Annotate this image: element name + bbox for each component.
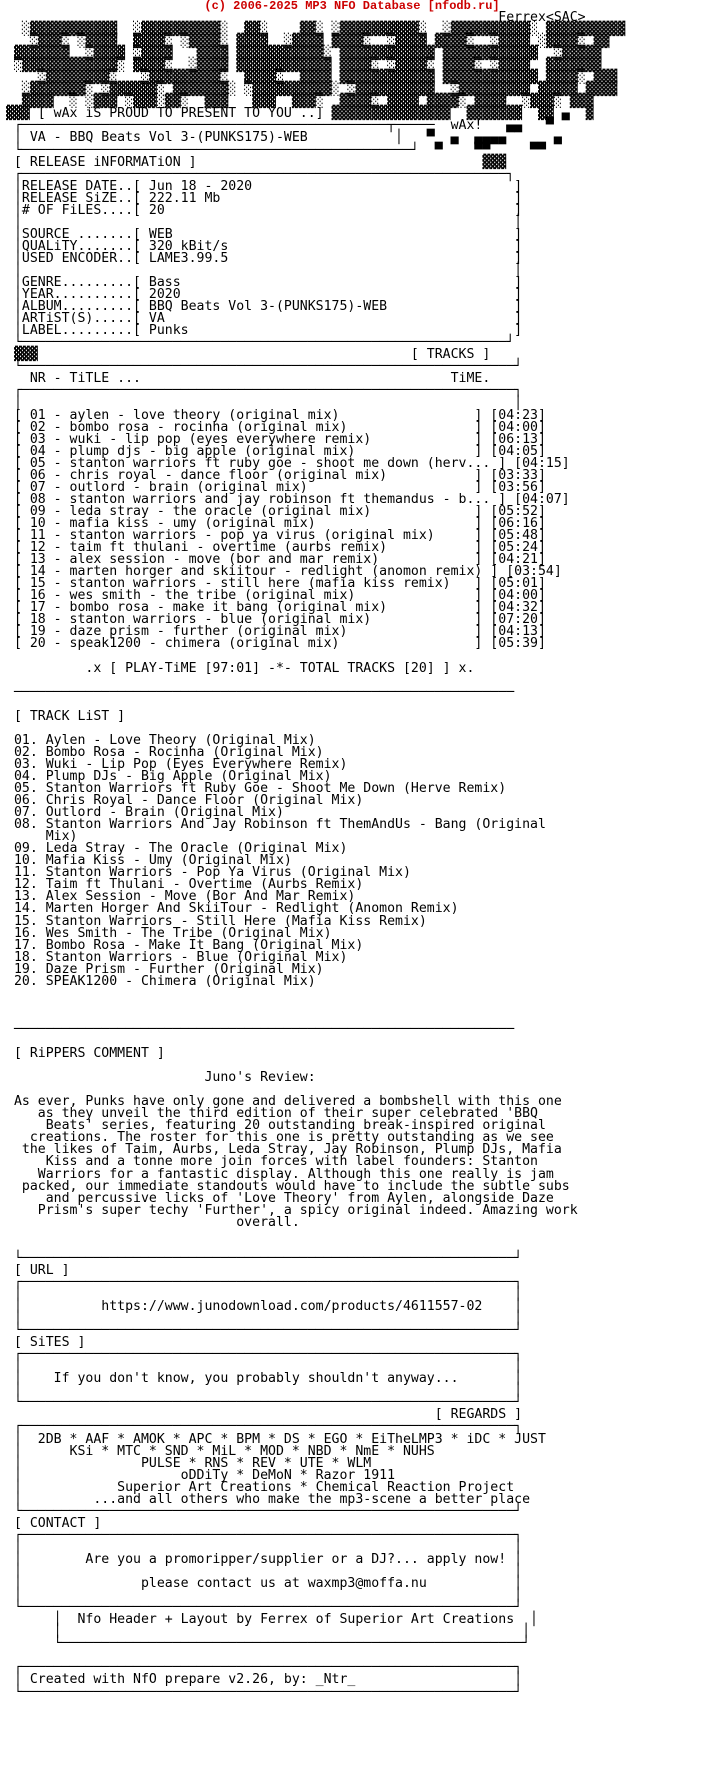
nfo-line: │ Created with NfO prepare v2.26, by: _Ntr_ │ (6, 1672, 523, 1688)
nfo-line: 11. Stanton Warriors - Pop Ya Virus (Original Mix) (6, 865, 411, 881)
nfo-line: [ 13 - alex session - move (bor and mar remix) ] [04:21] (6, 552, 546, 568)
nfo-line: │ please contact us at waxmp3@moffa.nu │ (6, 1576, 523, 1592)
nfo-line: [ 03 - wuki - lip pop (eyes everywhere remix) ] [06:13] (6, 431, 546, 447)
nfo-line: 13. Alex Session - Move (Bor And Mar Remix) (6, 889, 356, 905)
nfo-line: [ 14 - marten horger and skiitour - redlight (anomon remix) ] [03:54] (6, 564, 562, 580)
nfo-line: overall. (6, 1214, 300, 1230)
nfo-line: │RELEASE DATE..[ Jun 18 - 2020 ] (6, 178, 523, 194)
nfo-line: [ REGARDS ] (6, 1407, 523, 1423)
nfo-line: ░▓▓▓░ ░▓▓▓▓ ▓▓▓▓░ ░▓▓▓▓░ ▓▓▓▓ ░▓▓▓▓ ▓▓▓▓░ ░▓▓▓▓ ▓▓▓▓░ ░▓▓▓▓ ░▓▓▓▓░ ▓▓ (6, 34, 610, 50)
nfo-line: [ URL ] (6, 1262, 70, 1278)
nfo-line: │ │ (6, 1564, 523, 1580)
nfo-line: 15. Stanton Warriors - Still Here (Mafia Kiss Remix) (6, 913, 427, 929)
nfo-line: [ CONTACT ] (6, 1515, 102, 1531)
nfo-line: └──────────────────────────────────────────────────────────────┘ (6, 1250, 523, 1266)
nfo-line: │ │ (6, 262, 523, 278)
nfo-line: [ TRACK LiST ] (6, 708, 126, 724)
nfo-line: └─────────────────────────────────────────────────────────────┘ (6, 335, 515, 351)
nfo-line: 05. Stanton Warriors ft Ruby Goe - Shoot Me Down (Herve Remix) (6, 781, 507, 796)
nfo-line: ░▓▓▓▓▓▓▓▓░ ░▓▓▓▓▓▓▓▓▓░ ▓▓▓▓░ ▓▓▓▓ ▓▓▓▓▓▓▓▓▓▓▓▓ ▓▓▓▓▓▓▓▓▓▓▓▓ ▓▓▓▓░ ▓▓▓ (6, 70, 618, 86)
nfo-line: └──────────────────────────────────────────────────────────────┘ (6, 1684, 523, 1700)
nfo-line: 19. Daze Prism - Further (Original Mix) (6, 961, 324, 977)
nfo-line: │ oDDiTy * DeMoN * Razor 1911 (6, 1467, 396, 1483)
nfo-line: │SOURCE .......[ WEB ] (6, 226, 523, 242)
nfo-line: [ 12 - taim ft thulani - overtime (aurbs remix) ] [05:24] (6, 540, 546, 556)
nfo-line: [ 20 - speak1200 - chimera (original mix) ] [05:39] (6, 636, 546, 652)
nfo-line: 18. Stanton Warriors - Blue (Original Mix) (6, 949, 348, 965)
nfo-line: [ 06 - chris royal - dance floor (original mix) ] [03:33] (6, 467, 546, 483)
nfo-line: 10. Mafia Kiss - Umy (Original Mix) (6, 853, 292, 869)
nfo-line: └──────────────────────────────────────────────────────────┘ (6, 1636, 531, 1652)
nfo-line: └──────────────────────────────────────────────────────────────┘ (6, 1503, 523, 1519)
nfo-line: ┌──────────────────────────────────────────────┬───── wAx! ▄▄ ▀ (6, 118, 578, 134)
nfo-line: │ ...and all others who make the mp3-scene a better place (6, 1491, 531, 1507)
nfo-line: 02. Bombo Rosa - Rocinha (Original Mix) (6, 744, 324, 760)
nfo-line: │ │ (6, 1383, 523, 1399)
nfo-line: │ │ (6, 1286, 523, 1302)
nfo-line: [ 08 - stanton warriors and jay robinson ft themandus - b... ] [04:07] (6, 491, 570, 507)
nfo-line: 17. Bombo Rosa - Make It Bang (Original Mix) (6, 937, 364, 953)
nfo-line: 01. Aylen - Love Theory (Original Mix) (6, 732, 316, 748)
nfo-line: │# OF FiLES....[ 20 ] (6, 202, 523, 218)
nfo-line: │ │ (6, 395, 523, 411)
nfo-line: packed, our immediate standouts would have to include the subtle subs (6, 1178, 570, 1194)
nfo-line: As ever, Punks have only gone and delivered a bombshell with this one (6, 1094, 562, 1110)
nfo-line: ▓▓▓▓▓▓▓ ░▓▓▓▓ ░▓▓▓▓ ▓▓▓▓ ▓▓▓▓▓▓▓▓▓▓▓░ ▓▓▓▓▓▓▓▓▓▓▓▓ ▓▓▓▓▓▓▓▓▓▓▓▓ ░▓▓▓▓▓ (6, 46, 602, 62)
nfo-line: creations. The roster for this one is pretty outstanding as we see (6, 1130, 554, 1146)
nfo-line: [ 19 - daze prism - further (original mix) ] [04:13] (6, 624, 546, 640)
nfo-line: │ │ (6, 1311, 523, 1327)
nfo-line: │LABEL.........[ Punks ] (6, 323, 523, 339)
nfo-line: [ RELEASE iNFORMATiON ] ▓▓▓ (6, 154, 507, 170)
nfo-line: [ 02 - bombo rosa - rocinha (original mix) ] [04:00] (6, 419, 546, 435)
nfo-line: and percussive licks of 'Love Theory' from Aylen, alongside Daze (6, 1190, 554, 1206)
nfo-line: │YEAR..........[ 2020 ] (6, 287, 523, 303)
nfo-line: Mix) (6, 829, 78, 845)
nfo-line: ┌──────────────────────────────────────────────────────────────┐ (6, 1347, 523, 1363)
nfo-line: │ │ (6, 214, 523, 230)
nfo-line: │ VA - BBQ Beats Vol 3-(PUNKS175)-WEB │ ▀ ▄ ▄▄▄▄ ▄ (6, 130, 578, 146)
nfo-line: ░▓▓▓▓▓▓▓░ ░▓▓▓▓▓▓░ ▓▓▓▓▓▓▓░ ░▓▓▓▓▓▓▓▓▓▓░ ░▓▓▓▓▓▓▓▓▓▓ ░▓▓▓▓▓▓▓▓▓ ▓▓▓▓▓ ▓▓▓▓ (6, 82, 618, 98)
nfo-line: │QUALiTY.......[ 320 kBit/s ] (6, 238, 523, 254)
nfo-line: 08. Stanton Warriors And Jay Robinson ft ThemAndUs - Bang (Original (6, 817, 546, 833)
nfo-line: 04. Plump DJs - Big Apple (Original Mix) (6, 768, 332, 784)
nfo-line: │ │ (6, 1539, 523, 1555)
nfo-line: Warriors for a fantastic display. Although this one really is jam (6, 1166, 554, 1182)
nfo-line: │ https://www.junodownload.com/products/4611557-02 │ (6, 1299, 523, 1315)
nfo-line: 03. Wuki - Lip Pop (Eyes Everywhere Remix) (6, 756, 348, 772)
nfo-line: └─────────────────────────────────────────────────┘ ▀ ▀▀ ▀▀ (6, 142, 570, 158)
nfo-line: ─────────────────────────────────────────────────────────────── (6, 1021, 515, 1037)
nfo-document (6, 12, 625, 1699)
nfo-line: .x [ PLAY-TiME [97:01] -*- TOTAL TRACKS [20] ] x. (6, 660, 475, 676)
nfo-line: 20. SPEAK1200 - Chimera (Original Mix) (6, 973, 316, 989)
nfo-line: 16. Wes Smith - The Tribe (Original Mix) (6, 925, 332, 941)
nfo-line: the likes of Taim, Aurbs, Leda Stray, Jay Robinson, Plump DJs, Mafia (6, 1142, 562, 1158)
nfo-line: [ 01 - aylen - love theory (original mix) ] [04:23] (6, 407, 546, 423)
nfo-line: [ RiPPERS COMMENT ] (6, 1046, 165, 1062)
nfo-line: ┌──────────────────────────────────────────────────────────────┐ (6, 1274, 523, 1290)
nfo-line: │RELEASE SiZE..[ 222.11 Mb ] (6, 190, 523, 206)
nfo-line: └──────────────────────────────────────────────────────────────┘ (6, 1323, 523, 1339)
nfo-line: [ 07 - outlord - brain (original mix) ] [03:56] (6, 479, 546, 495)
nfo-line: ▓▓▓▓ ░ ░▓▓▓ ░▓▓▓░▓▓░ ▓▓▓ ▓▓▓ ▓▓▓░ ▓▓▓▓░ ▓▓▓▓ ▓▓▓▓░ ▓▓▓▓ ░▓▓▓░ ▓▓▓ (6, 94, 594, 110)
nfo-line: 07. Outlord - Brain (Original Mix) (6, 805, 284, 821)
site-credit: (c) 2006-2025 MP3 NFO Database [nfodb.ru] (204, 0, 500, 13)
nfo-line: │USED ENCODER..[ LAME3.99.5 ] (6, 250, 523, 266)
nfo-line: │ │ (6, 1359, 523, 1375)
nfo-line: [ 16 - wes smith - the tribe (original mix) ] [04:00] (6, 588, 546, 604)
nfo-line: ┌──────────────────────────────────────────────────────────────┐ (6, 1419, 523, 1435)
nfo-line: │ Are you a promoripper/supplier or a DJ?... apply now! │ (6, 1552, 523, 1567)
nfo-line: 12. Taim ft Thulani - Overtime (Aurbs Remix) (6, 877, 364, 893)
nfo-line: NR - TiTLE ... TiME. (6, 371, 491, 387)
nfo-line: ░▓▓▓▓▓▓▓▓▓▓▓ ░▓▓▓▓▓▓▓▓▓▓░ ▓▓░ ▓▓░ ░▓▓▓▓▓▓▓▓▓▓░ ░▓▓▓▓▓▓▓▓▓▓░ ▓▓▓▓▓▓▓▓▓▓ (6, 22, 626, 38)
nfo-line: 09. Leda Stray - The Oracle (Original Mix) (6, 841, 348, 857)
nfo-line: └──────────────────────────────────────────────────────────────┘ (6, 1600, 523, 1616)
nfo-line: ┌──────────────────────────────────────────────────────────────┐ (6, 383, 523, 399)
nfo-line: │ KSi * MTC * SND * MiL * MOD * NBD * NmE * NUHS (6, 1443, 435, 1459)
nfo-line: │ │ (6, 1624, 531, 1640)
nfo-line: ┌─────────────────────────────────────────────────────────────┐ (6, 166, 515, 182)
nfo-line: [ 15 - stanton warriors - still here (mafia kiss remix) ] [05:01] (6, 576, 546, 592)
nfo-line: │ Superior Art Creations * Chemical Reaction Project (6, 1479, 515, 1495)
nfo-line: │ARTiST(S).....[ VA ] (6, 311, 523, 327)
nfo-line: [ SiTES ] (6, 1335, 86, 1351)
nfo-line: [ 04 - plump djs - big apple (original mix) ] [04:05] (6, 443, 546, 459)
nfo-line: │GENRE.........[ Bass ] (6, 275, 523, 291)
nfo-line: [ 05 - stanton warriors ft ruby goe - shoot me down (herv... ] [04:15] (6, 455, 570, 471)
nfo-line: ─────────────────────────────────────────────────────────────── (6, 684, 515, 700)
nfo-line: │ │ (6, 1588, 523, 1604)
nfo-line: [ 17 - bombo rosa - make it bang (original mix) ] [04:32] (6, 600, 546, 616)
nfo-line: ▓▓▓ [ TRACKS ] (6, 347, 491, 363)
nfo-line: [ 11 - stanton warriors - pop ya virus (original mix) ] [05:48] (6, 528, 546, 544)
nfo-line: ░▓▓▓▓▓▓▓▓▓▓▓▓░ ▓▓▓▓░ ░▓▓▓▓ ▓▓▓▓▓▓▓▓▓▓▓▓ ▓▓▓▓░ ░▓▓▓▓░ ▓▓▓▓░ ░▓▓▓▓ ▓▓▓▓▓▓▓ (6, 58, 602, 74)
nfo-line: [ 10 - mafia kiss - umy (original mix) ] [06:16] (6, 515, 546, 531)
nfo-line: │ 2DB * AAF * AMOK * APC * BPM * DS * EGO * EiTheLMP3 * iDC * JUST (6, 1431, 546, 1447)
nfo-line: as they unveil the third edition of their super celebrated 'BBQ (6, 1106, 538, 1122)
nfo-line: └──────────────────────────────────────────────────────────────┘ (6, 1395, 523, 1411)
nfo-line: │ Nfo Header + Layout by Ferrex of Superior Art Creations │ (6, 1612, 538, 1628)
nfo-line: Beats' series, featuring 20 outstanding break-inspired original (6, 1118, 546, 1134)
nfo-line: 14. Marten Horger And SkiiTour - Redlight (Anomon Remix) (6, 901, 459, 917)
nfo-line: ┌──────────────────────────────────────────────────────────────┐ (6, 1660, 523, 1676)
nfo-line: └──────────────────────────────────────────────────────────────┘ (6, 359, 523, 375)
nfo-line: │ALBUM.........[ BBQ Beats Vol 3-(PUNKS175)-WEB ] (6, 299, 523, 315)
nfo-line: Juno's Review: (6, 1070, 316, 1086)
nfo-line: │ PULSE * RNS * REV * UTE * WLM (6, 1455, 372, 1471)
nfo-line: Ferrex<SAC> (6, 10, 586, 25)
nfo-line: Prism's super techy 'Further', a spicy original indeed. Amazing work (6, 1202, 578, 1218)
nfo-line: [ 09 - leda stray - the oracle (original mix) ] [05:52] (6, 503, 546, 519)
nfo-line: │ If you don't know, you probably shouldn't anyway... │ (6, 1371, 523, 1387)
nfo-line: ┌──────────────────────────────────────────────────────────────┐ (6, 1527, 523, 1543)
nfo-line: 06. Chris Royal - Dance Floor (Original Mix) (6, 793, 364, 809)
nfo-line: [ 18 - stanton warriors - blue (original mix) ] [07:20] (6, 612, 546, 628)
nfo-line: Kiss and a tonne more join forces with label founders: Stanton (6, 1154, 538, 1170)
nfo-line: ▓▓▓ [ wAx iS PROUD TO PRESENT TO YOU ..] ▓▓▓▓▓▓▓▓▓▓▓▓▓▓▓ ▓▓▓▓▓▓▓ ▓▓ ▄ ▓ (6, 106, 594, 122)
